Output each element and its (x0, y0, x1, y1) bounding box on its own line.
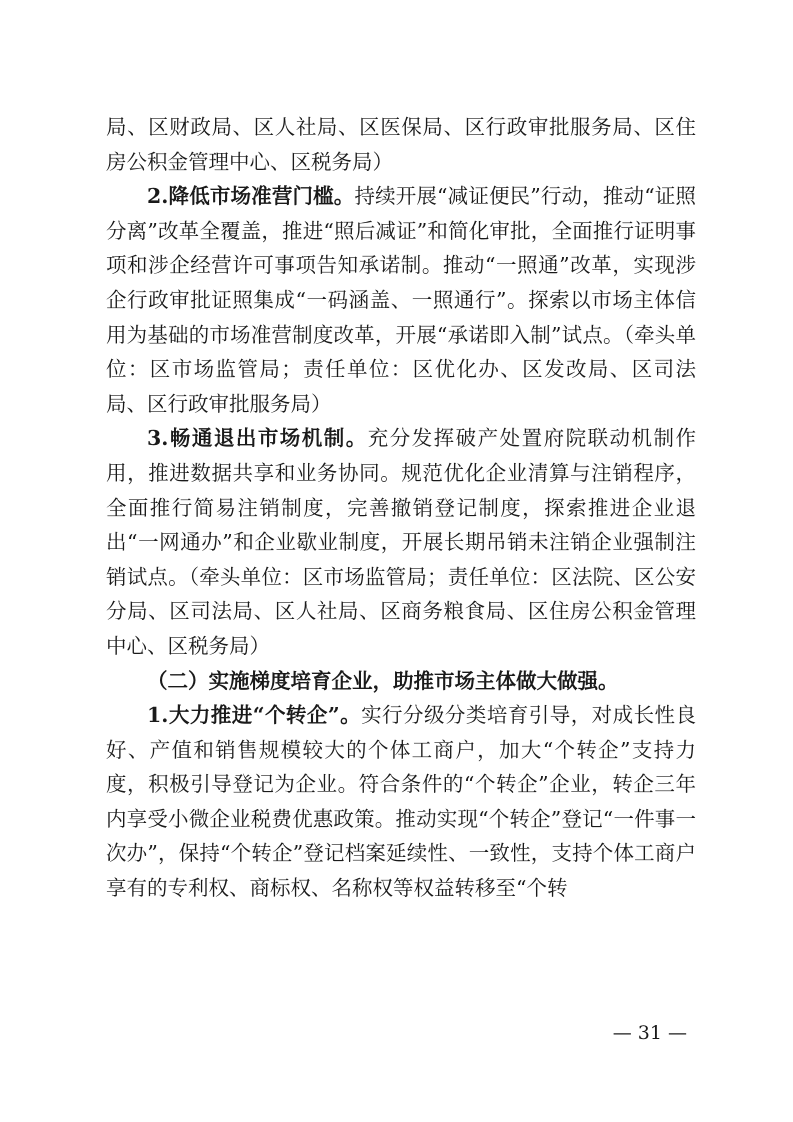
page-number: — 31 — (612, 1022, 687, 1044)
section-heading (106, 664, 696, 699)
paragraph-market-access (106, 179, 696, 421)
paragraph-text: 实行分级分类培育引导，对成长性良好、产值和销售规模较大的个体工商户，加大“个转企”支持力度，积极引导登记为企业。符合条件的“个转企”企业，转企三年内享受小微企业税费优惠政策。推动实现“个转企”登记“一件事一次办”，保持“个转企”登记档案延续性、一致性，支持个体工商户享有的专利权、商标权、名称权等权益转移至“个转 (106, 703, 697, 901)
paragraph-text: 充分发挥破产处置府院联动机制作用，推进数据共享和业务协同。规范优化企业清算与注销程序，全面推行简易注销制度，完善撤销登记制度，探索推进企业退出“一网通办”和企业歇业制度，开展长期吊销未注销企业强制注销试点。（牵头单位：区市场监管局；责任单位：区法院、区公安分局、区司法局、区人社局、区商务粮食局、区住房公积金管理中心、区税务局） (106, 426, 696, 658)
paragraph-text: 局、区财政局、区人社局、区医保局、区行政审批服务局、区住房公积金管理中心、区税务局） (106, 115, 696, 174)
paragraph-market-exit (106, 421, 696, 663)
paragraph-individual-to-enterprise (106, 698, 696, 906)
section-heading-text: （二）实施梯度培育企业，助推市场主体做大做强。 (147, 668, 619, 693)
body-text (106, 110, 696, 906)
paragraph-lead: 3.畅通退出市场机制。 (147, 426, 368, 451)
paragraph-lead: 2.降低市场准营门槛。 (147, 184, 355, 209)
paragraph-continued (106, 110, 696, 179)
paragraph-text: 持续开展“减证便民”行动，推动“证照分离”改革全覆盖，推进“照后减证”和简化审批，全面推行证明事项和涉企经营许可事项告知承诺制。推动“一照通”改革，实现涉企行政审批证照集成“一码涵盖、一照通行”。探索以市场主体信用为基础的市场准营制度改革，开展“承诺即入制”试点。（牵头单位：区市场监管局；责任单位：区优化办、区发改局、区司法局、区行政审批服务局） (106, 184, 696, 416)
paragraph-lead: 1.大力推进“个转企”。 (147, 703, 362, 728)
